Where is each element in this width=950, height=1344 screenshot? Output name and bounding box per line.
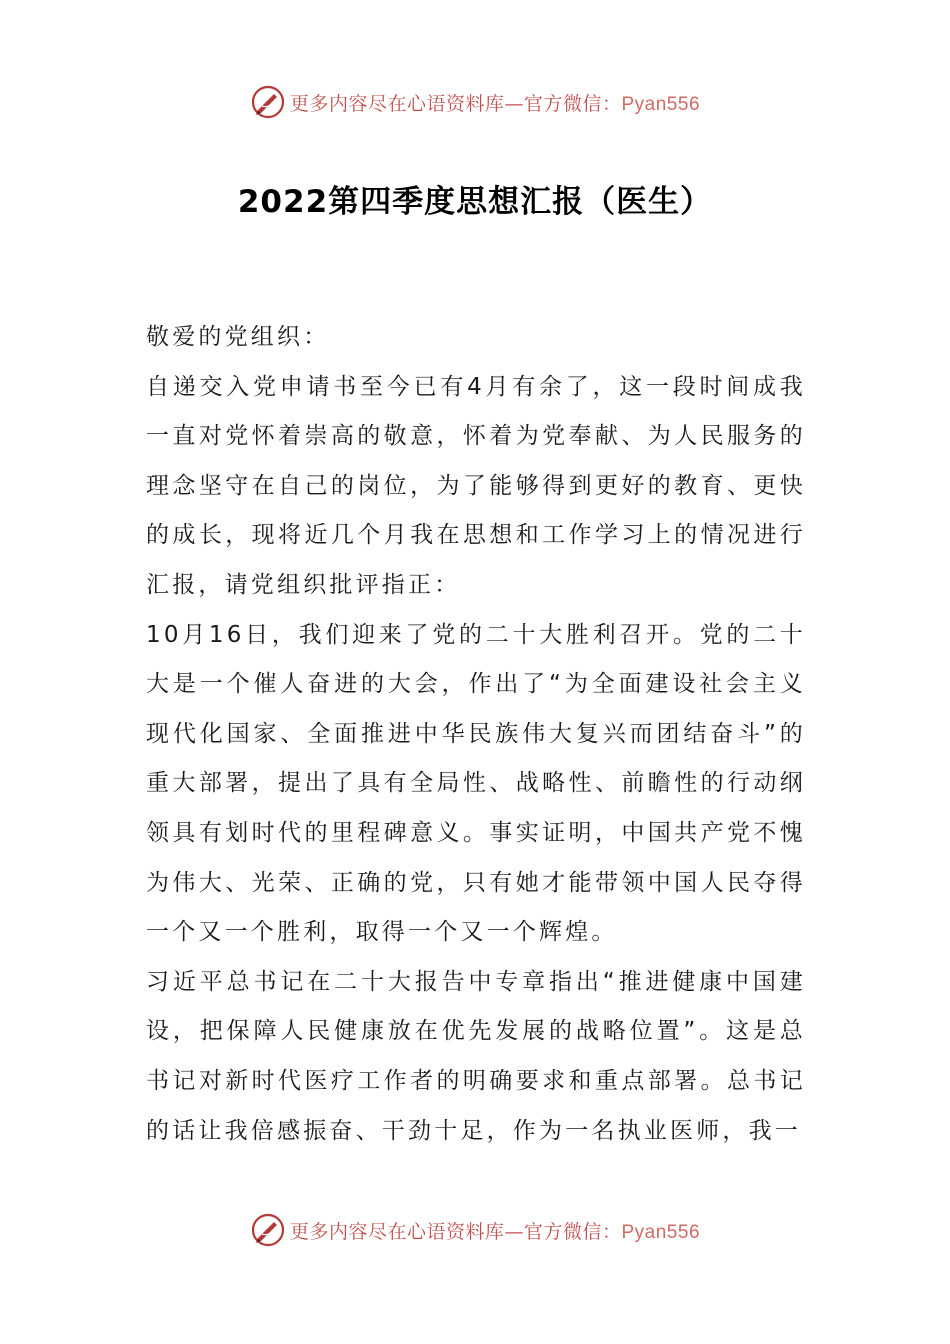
watermark-wechat-id: Pyan556 (621, 93, 701, 115)
watermark-label: 更多内容尽在心语资料库—官方微信： (289, 1220, 622, 1243)
watermark-label: 更多内容尽在心语资料库—官方微信： (289, 92, 622, 115)
salutation: 敬爱的党组织： (146, 324, 330, 350)
watermark-text (290, 89, 700, 116)
document-body (146, 313, 806, 1156)
footer-watermark (0, 1210, 950, 1250)
pen-logo-icon (250, 84, 286, 120)
pen-logo-icon (250, 1212, 286, 1248)
paragraph: 10月16日，我们迎来了党的二十大胜利召开。党的二十大是一个催人奋进的大会，作出了“为全面建设社会主义现代化国家、全面推进中华民族伟大复兴而团结奋斗”的重大部署，提出了具有全局性、战略性、前瞻性的行动纲领具有划时代的里程碑意义。事实证明，中国共产党不愧为伟大、光荣、正确的党，只有她才能带领中国人民夺得一个又一个胜利，取得一个又一个辉煌。 (146, 621, 806, 946)
watermark-text (290, 1217, 700, 1244)
document-title: 2022第四季度思想汇报（医生） (237, 184, 713, 220)
paragraph: 习近平总书记在二十大报告中专章指出“推进健康中国建设，把保障人民健康放在优先发展的战略位置”。这是总书记对新时代医疗工作者的明确要求和重点部署。总书记的话让我倍感振奋、干劲十足，作为一名执业医师，我一 (146, 968, 806, 1144)
header-watermark (0, 82, 950, 122)
watermark-wechat-id: Pyan556 (621, 1221, 701, 1243)
paragraph: 自递交入党申请书至今已有4月有余了，这一段时间成我一直对党怀着崇高的敬意，怀着为党奉献、为人民服务的理念坚守在自己的岗位，为了能够得到更好的教育、更快的成长，现将近几个月我在思想和工作学习上的情况进行汇报，请党组织批评指正： (146, 373, 806, 598)
